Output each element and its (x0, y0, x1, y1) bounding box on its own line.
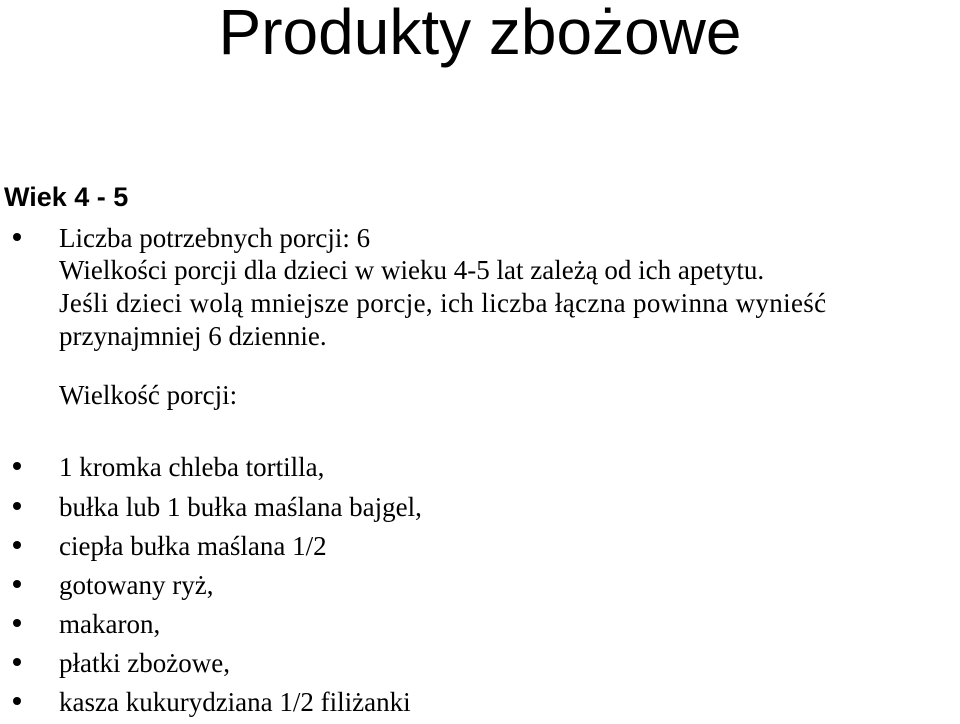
portion-item-label: gotowany ryż, (59, 570, 214, 600)
portion-item-label: płatki zbożowe, (59, 648, 230, 678)
bullet-marker (13, 462, 21, 470)
portion-item-label: makaron, (59, 609, 161, 639)
bullet-marker (13, 697, 21, 705)
bullet-marker (13, 233, 21, 241)
intro-line: Jeśli dzieci wolą mniejsze porcje, ich liczba łączna powinna wynieść (59, 288, 827, 318)
bullet-marker (13, 541, 21, 549)
portion-item-label: bułka lub 1 bułka maślana bajgel, (59, 492, 422, 522)
intro-line: Wielkości porcji dla dzieci w wieku 4-5 lat zależą od ich apetytu. (59, 255, 765, 285)
bullet-marker (13, 580, 21, 588)
page-title: Produkty zbożowe (218, 0, 742, 68)
intro-line: przynajmniej 6 dziennie. (59, 321, 327, 351)
bullet-marker (13, 658, 21, 666)
portion-size-label: Wielkość porcji: (59, 380, 238, 410)
section-heading: Wiek 4 - 5 (4, 182, 129, 212)
bullet-marker (13, 502, 21, 510)
portion-item-label: ciepła bułka maślana 1/2 (59, 531, 327, 561)
bullet-marker (13, 619, 21, 627)
portion-item-label: kasza kukurydziana 1/2 filiżanki (59, 687, 411, 717)
portion-item-label: 1 kromka chleba tortilla, (59, 452, 325, 482)
intro-line: Liczba potrzebnych porcji: 6 (59, 223, 371, 253)
